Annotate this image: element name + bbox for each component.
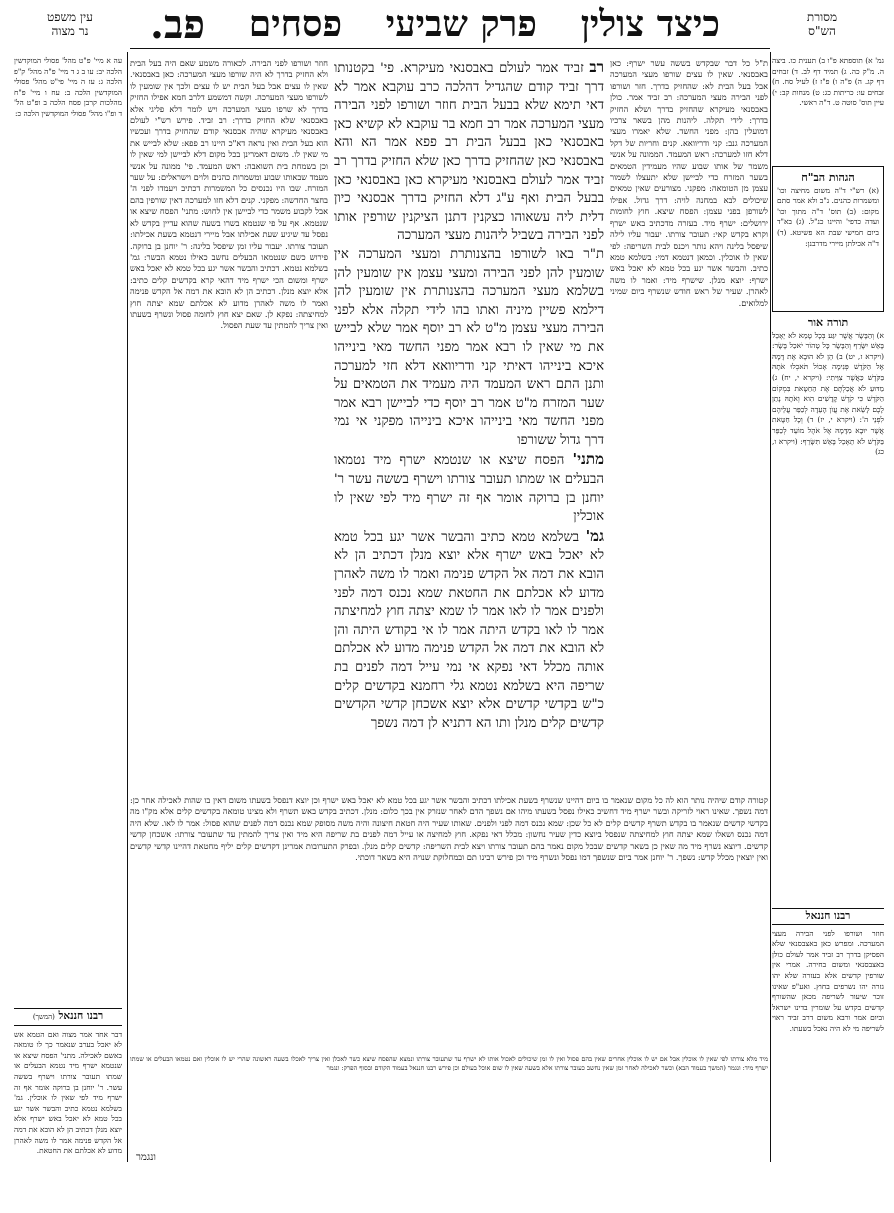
ner-mitzvah-label: נר מצוה: [51, 24, 89, 38]
rabbeinu-chananel-left: [14, 1000, 122, 1156]
ein-mishpat-text: עה א מיי' פ"ט מהל' פסולי המוקדשין הלכה יב: עו ב ג ד מיי' פ"ה מהל' ק"פ הלכה ג: עז ה מיי' פי"ט מהל' פסולי המוקדשין הלכה ב: עח ו מיי' פ"ח מהלכות קרבן פסח הלכה ב ופ"ט הל' ד ופ"ו מהל' פסולי המוקדשין הלכה כ:: [14, 56, 122, 118]
torah-or-column: [772, 314, 884, 614]
torah-or-text: א) וְהַבָּשָׂר אֲשֶׁר יִגַּע בְּכָל טָמֵא לֹא יֵאָכֵל בָּאֵשׁ יִשָּׂרֵף וְהַבָּשָׂר כָּל טָהוֹר יֹאכַל בָּשָׂר: (ויקרא ז, יט) ב) הֵן לֹא הוּבָא אֶת דָּמָהּ אֶל הַקֹּדֶשׁ פְּנִימָה אָכוֹל תֹּאכְלוּ אֹתָהּ בַּקֹּדֶשׁ כַּאֲשֶׁר צִוֵּיתִי: (ויקרא י, יח) ג) מַדּוּעַ לֹא אֲכַלְתֶּם אֶת הַחַטָּאת בִּמְקוֹם הַקֹּדֶשׁ כִּי קֹדֶשׁ קָדָשִׁים הִוא וְאֹתָהּ נָתַן לָכֶם לָשֵׂאת אֶת עֲוֺן הָעֵדָה לְכַפֵּר עֲלֵיהֶם לִפְנֵי ה': (ויקרא י, יז) ד) וְכָל חַטָּאת אֲשֶׁר יוּבָא מִדָּמָהּ אֶל אֹהֶל מוֹעֵד לְכַפֵּר בַּקֹּדֶשׁ לֹא תֵאָכֵל בָּאֵשׁ תִּשָּׂרֵף: (ויקרא ו, כג): [772, 330, 884, 457]
gemara-column: [334, 58, 604, 731]
mishnah-label: מתני': [572, 450, 604, 469]
header-right-label: [772, 0, 872, 48]
lower-commentary-text: קטורה קודם שיהיה נותר הוא לה כל מקום שנאמר בו ביום דהיינו שנשרף בשעת אכילתו דכתיב והבשר אשר יגע בכל טמא לא יאכל באש ישרף וכן יוצא דנפסל בשעתו משום דאין בו שהות לאכילה אחר כן: דמה נשפך. שאינו ראוי לזריקה ובשר ישרף מיד דחשיב כאילו נפסל בשעתו מיהו אם נשפך הדם לאחר שנזרק אין בכך כלום: מנלן. דכתיב בקדש באש תשרף ולא מצינו טומאה בקדשים קלים אלא מק"ו מה בקדשי קדשים שנאמר בו בקדש תשרף קדשים קלים לא כל שכן: שמא נכנס דמה לפני ולפנים. שאותו שעיר היה חטאת חיצונה והיה משה מסופק שמא נכנס דמה לפנים שהוא פסול: אמר לו לאו. שלא היה דמה נכנס ושאלו שמא יצתה חוץ למחיצתה שנפסל ביוצא כדין שעיר נחשון: מכלל דאי נפקא. חוץ למחיצה או עייל דמה לפנים בת שריפה היא מיד ואין צריך להמתין עד שתעובר צורתו: אשכחן קדשי קדשים. דיוצא נשרף מיד מה שאין כן בשאר קדשים שבכל מקום נאמר בהם תעובר צורתו ויצא לבית השריפה: קדשים קלים מנלן. ובפרק התערובות אמרינן דקדשים קלים יליף מחטאת דהיינו קדשי קדשים ואין יוצאין מכלל קדש: נשפך. ר' יוחנן אמר ביום שנשפך דמו נפסל ונשרף מיד וכן פירש רבינו תם ובמחלוקת שנויה היא בשאר דוכתי.: [130, 795, 768, 863]
header-rule: [130, 48, 770, 49]
masoret-label: מסורת: [806, 10, 838, 24]
bottom-notes-text: מיד מלא צורתו לפי שאין לו אוכלין אבל אם יש לו אוכלין אחרים שאין בהם פסול ואין לו זמן שיכולים לאכול אותו לא ישרף עד שתעובר צורתו ונמצא שהפסח שיצא כשר לאכלן ואין צריך לאכלו בשעה ראשונה שהרי יש לו אוכלין ואם נטמאו הבעלים או שמתו ישרף מיד: ונגמר (המשך בעמוד הבא) וכשר לאכילה לאחר זמן שאין נחשב כעובר צורתו אלא בשעה שאין לו שום אוכל בעולם וכן פירש רבנו חננאל בעמוד הקודם ובסוף הפרק: ונגמר: [130, 1055, 768, 1072]
hagahot-title: הגהות הב"ח: [801, 171, 855, 184]
rashi-column: [610, 58, 768, 793]
gemara-label: גמ': [585, 526, 604, 545]
rabbeinu-chananel-right-title: רבנו חננאל: [772, 908, 884, 925]
hashas-label: הש"ס: [808, 24, 836, 38]
lead-word: רב: [589, 58, 604, 76]
header-left-label: [20, 0, 120, 48]
rashi-text: ת"ל כל דבר שבקדש בששה עשר ישרף: כאן באבסנאי. שאין לו עצים שורפו מעצי המערכה אבל בעל הבית לא: שהחזיק בדרך. חזר ושורפו לפני הבירה מעצי המערכה: רב זביד אמר. כולן באבסנאי מעיקרא שהחזיק בדרך ושלא החזיק בדרך: לידי תקלה. ליהנות מהן בשאר צרכיו דמועלין בהן: מפני החשד. שלא יאמרו מעצי המערכה גנב: קני ודריוואא. קנים וחריות של דקל דלא חזו למערכה: ראש המעמד. הממונה על אנשי משמר של אותו שבוע שהיו מעמידין הטמאים בשער המזרח כדי לביישן שלא יתעצלו לשמור עצמן מן הטומאה: מפקני. מצורעים שאין טמאים שיכולים לבא במחנה לויה: דרך גדול. אפילו לשורפן בפני עצמן: הפסח שיצא. חוץ לחומות ירושלים: ישרף מיד. בעזרה מדכתיב באש ישרף וקרא בקדש קאי: תעובר צורתו. יעבור עליו לילה שיפסל בלינה ויהא נותר ויכנס לבית השריפה: לפי שאין לו אוכלין. וכמאן דנטמא דמי: בשלמא טמא כתיב. והבשר אשר יגע בכל טמא לא יאכל באש ישרף: יוצא מנלן. שישרף מיד: ואמר לו משה לאהרן. שעיר של ראש חודש שנשרף ביום שמיני למלואים.: [610, 58, 768, 308]
mishnah-paragraph: מתני' הפסח שיצא או שנטמא ישרף מיד נטמאו הבעלים או שמתו תעובר צורתו וישרף בששה עשר ר' יוחנן בן ברוקה אומר אף זה ישרף מיד לפי שאין לו אוכלין: [334, 450, 604, 525]
left-divider: [127, 52, 128, 1162]
rabbeinu-chananel-right: [772, 900, 884, 1125]
running-header: [150, 0, 720, 48]
hagahot-box: [772, 166, 884, 312]
chapter-name: כיצד צולין: [580, 3, 720, 45]
gemara-paragraph-2: ת"ר באו לשורפו בהצנותרת ומעצי המערכה אין שומעין להן לפני הבירה ומעצי עצמן אין שומעין להן בשלמא מעצי המערכה בהצנותרת אין שומעין להן דילמא פשיין מיניה ואתו בהו לידי תקלה אלא לפני הבירה מעצי עצמן מ"ט לא רב יוסף אמר שלא לבייש את מי שאין לו רבא אמר מפני החשד מאי בינייהו איכא בינייהו דאיתי קני ודריוואא דלא חזי למערכה ותנן התם ראש המעמד היה מעמיד את הטמאים על שער המזרח מ"ט אמר רב יוסף כדי לביישן רבא אמר מפני החשד מאי בינייהו איכא בינייהו מפקני אי נמי דרך גדול ששורפו: [334, 246, 604, 448]
hagahot-text: (א) רש"י ד"ה משום מחיצה וכו' ומשמרות כהנים. נ"ב ולא אמר סתם מקום: (ב) תוס' ד"ה מתוך וכו' ועדה כדפי' והיינו כנ"ל. (ג) בא"ד ביום חמישי שבת הא פשיטא. (ד) ד"ה אכילתן מיירי מדרבנן:: [777, 185, 879, 248]
ein-mishpat-column: [14, 56, 122, 151]
tosafot-text: חוזר ושורפו לפני הבירה. לכאורה משמע שאם היה בעל הבית ולא החזיק בדרך לא היה שורפו מעצי המערכה: כאן באבסנאי. שאין לו עצים אבל בעל הבית יש לו עצים ולכך אין שומעין לו לשורפו מעצי המערכה. וקשה דמשמע דלרב חמא אפילו החזיק בדרך לא שרפו מעצי המערכה ויש לומר דלא פליגי אלא באבסנאי שלא החזיק בדרך: רב זביד. פירש רש"י לעולם באבסנאי מעיקרא שהיה אבסנאי קודם שהחזיק בדרך ועכשיו הוא בעל הבית ואין נראה דא"כ היינו רב פפא: שלא לבייש את מי שאין לו. משום דאמרינן בכל מקום דלא לביישן למי שאין לו וכן בשמחת בית השואבה: ראש המעמד. פי' ממונה על אנשי מעמד שבאותו שבוע ומשמרות כהנים ולוים וישראלים: על שער המזרח. שבו היו נכנסים כל המשמרות דכתיב ויעמדו לפני ה' בחצר החדשה: מפקני. קנים דלא חזו למערכה דאין שורפין בהם אבל לקבוע משמר כדי לביישן אין לחוש: מתני' הפסח שיצא או שנטמא. אף על פי שנטמא בשרו בשעה שהוא עדיין בקדש לא נפסל עד שיגיע שעת אכילתו אבל מיירי דנטמא בשעת אכילתו: תעובר צורתו. יעבור עליו זמן שיפסל בלינה: ר' יוחנן בן ברוקה. פירוש כשם שנטמאו הבעלים נחשב כאילו נטמא הבשר: גמ' בשלמא נטמא. דכתיב והבשר אשר יגע בכל טמא לא יאכל באש ישרף ומשום הכי ישרף מיד דהאי קרא בקדשים קלים כתיב: אלא יוצא מנלן. דכתיב הן לא הובא את דמה אל הקדש פנימה ואמר לו משה לאהרן מדוע לא אכלתם שמא יצתה חוץ למחיצתה: נפקא לן. שאם יצא חוץ לחומה פסול ונשרף בשעתו ואין צריך להמתין עד שעת הפסול.: [130, 58, 328, 331]
gemara-paragraph-1: רב זביד אמר לעולם באבסנאי מעיקרא. פי' בקטנותו דרך זביד קודם שהגדיל דהלכה כרב עוקבא אמר לא דאי תימא שלא בבעל הבית חוזר ושורפו לפני הבירה מעצי המערכה אמר רב חמא בר עוקבא לא קשיא כאן באבסנאי כאן בבעל הבית רב פפא אמר הא והא באבסנאי כאן שהחזיק בדרך כאן שלא החזיק בדרך רב זביד אמר לעולם באבסנאי מעיקרא כאן באבסנאי כאן בבעל הבית ואף ע"ג דלא החזיק בדרך אבסנאי כיון דלית ליה עשאוהו כצקנין דתנן הציקנין שורפין אותו לפני הבירה בשביל ליהנות מעצי המערכה: [334, 58, 604, 244]
rabbeinu-chananel-right-text: חוזר ושורפו לפני הבירה מעצי המערכה. ומפרש כאן באצבסנאי שלא הפסיקן בדרך רב זביד אמר לעולם כולן באצבסנאי ומשום בחירה. אמרי אין שורפין קדשים אלא בעזרה שלא יהו גזרה יהו נשרפים בחוץ. ואע"פ שאינו זוכר שיעור לשריפה מכאן שהשורף קדשים בקדש על שומרין בדינו ישראל וביום אמר ורבא משום דרב זביד ראוי לשריפה מי לא היה נאכל בשעתו.: [772, 928, 884, 1033]
tosafot-column: [130, 58, 328, 793]
chapter-label: פרק שביעי: [385, 3, 537, 45]
bottom-notes: [130, 1055, 768, 1150]
page-number: פב.: [150, 0, 205, 48]
gemara-paragraph-3: גמ' בשלמא טמא כתיב והבשר אשר יגע בכל טמא לא יאכל באש ישרף אלא יוצא מנלן דכתיב הן לא הובא את דמה אל הקדש פנימה ואמר לו משה לאהרן מדוע לא אכלתם את החטאת שמא נכנס דמה לפני ולפנים אמר לו לאו אמר לו שמא יצתה חוץ למחיצתה אמר לו לאו בקדש היתה אמר לו אי בקודש היתה והן לא הובא את דמה אל הקדש פנימה מדוע לא אכלתם אותה מכלל דאי נפקא אי נמי עייל דמה לפנים בת שריפה היא בשלמא נטמא גלי רחמנא בקדשים קלים כ"ש בקדשי קדשים אלא יוצא אשכחן קדשי הקדשים קדשים קלים מנלן ותו הא דתניא לן דמה נשפך: [334, 526, 604, 731]
right-divider: [770, 52, 771, 1162]
ein-mishpat-label: עין משפט: [47, 10, 93, 24]
torah-or-title: תורה אור: [807, 316, 849, 329]
rabbeinu-chananel-left-title: רבנו חננאל (המשך): [14, 1008, 122, 1026]
masoret-column: [772, 56, 884, 161]
masoret-text: גמ' א) תוספתא פ"ו ב) תענית כו. ביצה ה. מ"ק כה. ג) תמיד דף לב. ד) זבחים דף קג. ה) פ"ה ו) פ"ז ז) לעיל סח. ח) זבחים עו: כריתות כג: ט) מנחות קב: י) עיין תוס' סוטה ט. ד"ה ראשי.: [772, 56, 884, 108]
rabbeinu-chananel-left-text: דבר אחד אמר מצוה ואם הטמא אש לא יאכל בערב שנאמר כך לו טומאה באשם לאכילה. מתני' הפסח שיצא או שנטמא ישרף מיד נטמא הבעלים או שמתו תעובר צורתו וישרף בששה עשר. ר' יוחנן בן ברוקה אומר אף זה ישרף מיד לפי שאין לו אוכלין. גמ' בשלמא נטמא כתיב והבשר אשר יגע בכל טמא לא יאכל באש ישרף אלא יוצא מנלן דכתיב הן לא הובא את דמה אל הקדש פנימה אמר לו משה לאהרן מדוע לא אכלתם את החטאת.: [14, 1029, 122, 1156]
catchword: ונגמר: [136, 1152, 156, 1163]
lower-commentary: [130, 795, 768, 1050]
tractate-name: פסחים: [248, 3, 343, 45]
